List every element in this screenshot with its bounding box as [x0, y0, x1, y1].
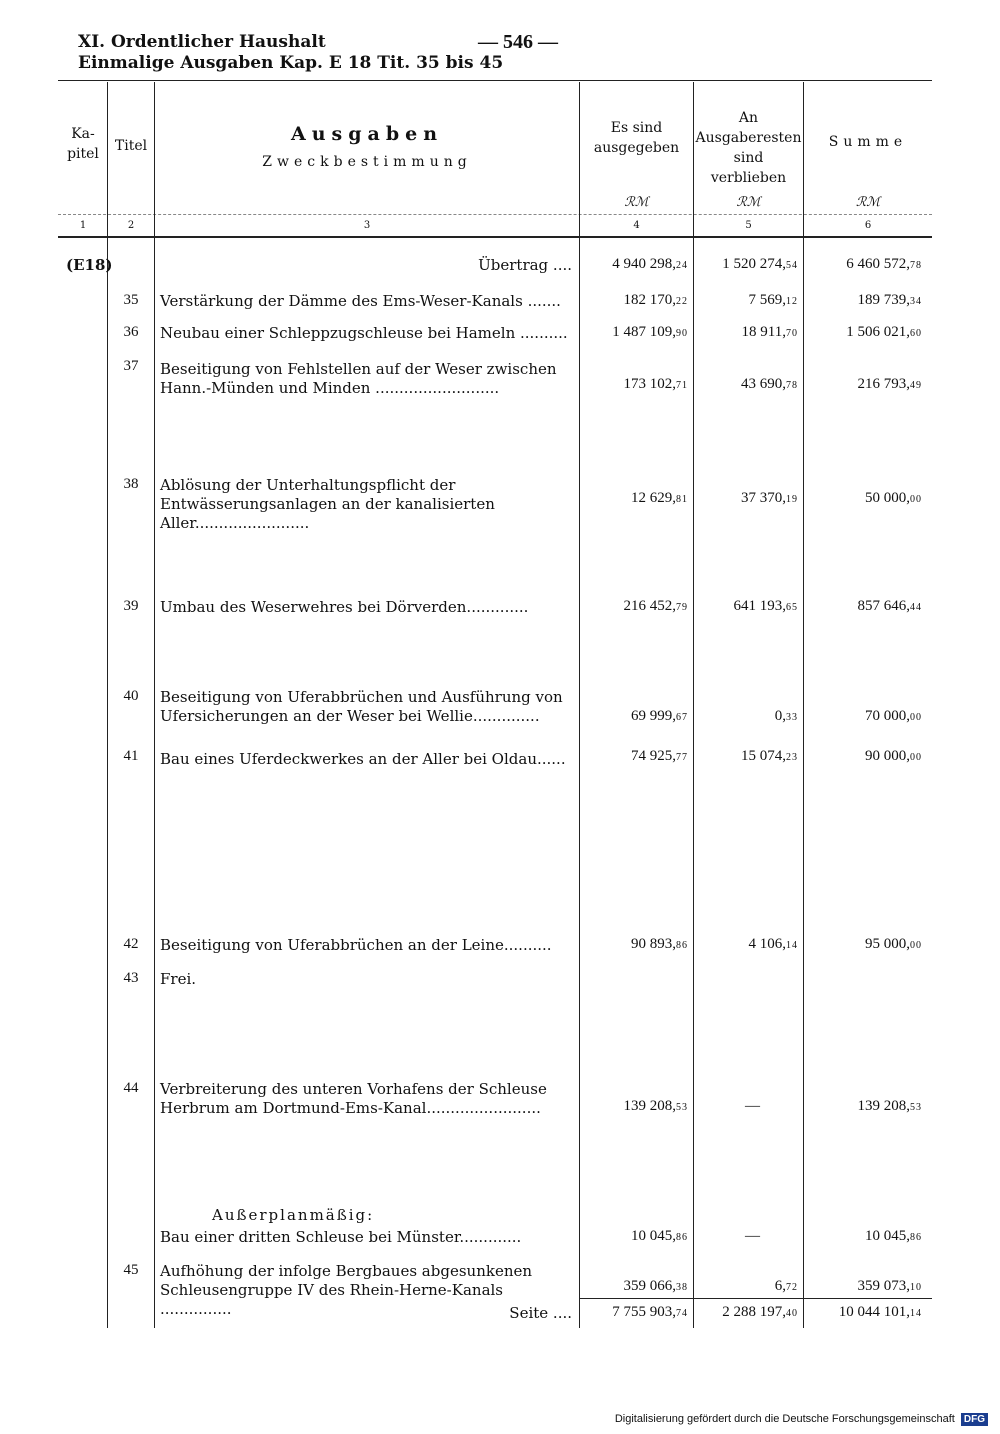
column-number-4: 4 — [633, 220, 640, 231]
amount-total: 70 000,00 — [865, 708, 922, 724]
amount-total: 95 000,00 — [865, 936, 922, 952]
row-titel: 40 — [123, 688, 139, 704]
row-titel: 44 — [123, 1080, 139, 1096]
row-description: Beseitigung von Uferabbrüchen an der Leine.......... — [160, 936, 552, 954]
amount-spent: 1 487 109,90 — [612, 324, 688, 340]
row-titel: 36 — [123, 324, 139, 340]
table-top-rule — [58, 80, 932, 81]
amount-total: 10 045,86 — [865, 1228, 922, 1244]
row-description: Beseitigung von Fehlstellen auf der Weser zwischen Hann.-Münden und Minden .......................... — [160, 360, 557, 397]
amount-spent: 10 045,86 — [631, 1228, 688, 1244]
amount-remaining: 37 370,19 — [741, 490, 798, 506]
column-number-6: 6 — [864, 220, 872, 231]
column-divider-5 — [803, 82, 804, 1328]
header-ausgegeben: Es sind ausgegeben — [593, 120, 680, 156]
column-divider-4 — [693, 82, 694, 1328]
amount-spent: 216 452,79 — [623, 598, 688, 614]
amount-total: 216 793,49 — [857, 376, 922, 392]
row-titel: 42 — [123, 936, 139, 952]
row-titel: 38 — [123, 476, 139, 492]
amount-spent: 69 999,67 — [631, 708, 688, 724]
row-description: Ablösung der Unterhaltungspflicht der Entwässerungsanlagen an der kanalisierten Aller........................ — [160, 476, 495, 532]
table-header-rule — [58, 236, 932, 238]
amount-spent: 359 066,38 — [623, 1278, 688, 1294]
amount-total: 90 000,00 — [865, 748, 922, 764]
amount-remaining: 2 288 197,40 — [722, 1304, 798, 1320]
total-rule — [580, 1298, 932, 1299]
header-ausgaben: Ausgaben — [290, 123, 444, 145]
digitization-footer — [615, 1413, 988, 1426]
amount-remaining: 4 106,14 — [748, 936, 798, 952]
section-title: XI. Ordentlicher Haushalt — [78, 32, 326, 52]
section-subtitle: Einmalige Ausgaben Kap. E 18 Tit. 35 bis 45 — [78, 53, 504, 73]
amount-remaining: 641 193,65 — [733, 598, 798, 614]
header-ausgabereste: An Ausgaberesten sind verblieben — [695, 110, 802, 186]
amount-total: 139 208,53 — [857, 1098, 922, 1114]
row-description: Verbreiterung des unteren Vorhafens der Schleuse Herbrum am Dortmund-Ems-Kanal........................ — [160, 1080, 547, 1117]
row-description: Frei. — [160, 970, 197, 988]
column-divider-2 — [154, 82, 155, 1328]
header-kapitel: Ka- pitel — [67, 126, 99, 162]
kapitel-label: (E18) — [66, 256, 113, 274]
amount-total: 189 739,34 — [857, 292, 922, 308]
amount-spent: 90 893,86 — [631, 936, 688, 952]
row-description: Bau einer dritten Schleuse bei Münster............. — [160, 1228, 522, 1246]
amount-remaining: 15 074,23 — [741, 748, 798, 764]
row-titel: 35 — [123, 292, 139, 308]
amount-total: 10 044 101,14 — [838, 1304, 922, 1320]
header-zweckbestimmung: Zweckbestimmung — [262, 154, 472, 170]
row-titel: 37 — [123, 358, 139, 374]
page-header — [78, 32, 503, 74]
amount-total: 359 073,10 — [857, 1278, 922, 1294]
amount-total: 6 460 572,78 — [846, 256, 922, 272]
amount-spent: 173 102,71 — [623, 376, 688, 392]
column-number-2: 2 — [127, 220, 135, 231]
amount-total: 50 000,00 — [865, 490, 922, 506]
row-description: Umbau des Weserwehres bei Dörverden............. — [160, 598, 529, 616]
amount-remaining: 43 690,78 — [741, 376, 798, 392]
amount-spent: 182 170,22 — [623, 292, 688, 308]
row-titel: 39 — [123, 598, 139, 614]
column-number-5: 5 — [745, 220, 752, 231]
row-titel: 41 — [123, 748, 139, 764]
row-description: Übertrag .... — [478, 256, 572, 274]
amount-spent: 4 940 298,24 — [612, 256, 688, 272]
row-description: Aufhöhung der infolge Bergbaues abgesunkenen Schleusengruppe IV des Rhein-Herne-Kanals ............... — [160, 1262, 533, 1318]
amount-remaining: — — [745, 1228, 760, 1244]
footer-text: Digitalisierung gefördert durch die Deutsche Forschungsgemeinschaft — [614, 1413, 955, 1425]
row-description: Verstärkung der Dämme des Ems-Weser-Kanals ....... — [160, 292, 561, 310]
amount-remaining: 7 569,12 — [748, 292, 798, 308]
column-number-3: 3 — [363, 220, 371, 231]
page-number: — 546 — — [478, 31, 558, 53]
row-titel: 45 — [123, 1262, 139, 1278]
row-description: Beseitigung von Uferabbrüchen und Ausführung von Ufersicherungen an der Weser bei Wellie.............. — [160, 688, 563, 725]
unit-col-6: ℛℳ — [855, 195, 881, 210]
row-titel: 43 — [123, 970, 139, 986]
amount-total: 1 506 021,60 — [846, 324, 922, 340]
row-description: Seite .... — [509, 1304, 572, 1322]
amount-spent: 12 629,81 — [631, 490, 688, 506]
column-number-1: 1 — [79, 220, 87, 231]
amount-total: 857 646,44 — [857, 598, 922, 614]
row-description: Bau eines Uferdeckwerkes an der Aller bei Oldau...... — [160, 750, 566, 768]
unit-col-5: ℛℳ — [736, 195, 761, 210]
row-subheading: Außerplanmäßig: — [212, 1206, 375, 1224]
dfg-logo: DFG — [961, 1413, 988, 1426]
amount-remaining: — — [745, 1098, 760, 1114]
amount-spent: 139 208,53 — [623, 1098, 688, 1114]
row-description: Neubau einer Schleppzugschleuse bei Hameln .......... — [160, 324, 568, 342]
header-titel: Titel — [114, 138, 148, 154]
header-summe: Summe — [828, 134, 908, 150]
amount-remaining: 6,72 — [774, 1278, 798, 1294]
amount-spent: 7 755 903,74 — [612, 1304, 688, 1320]
column-divider-3 — [579, 82, 580, 1328]
amount-remaining: 1 520 274,54 — [722, 256, 798, 272]
amount-spent: 74 925,77 — [631, 748, 688, 764]
amount-remaining: 18 911,70 — [741, 324, 798, 340]
amount-remaining: 0,33 — [774, 708, 798, 724]
unit-col-4: ℛℳ — [624, 195, 649, 210]
column-number-rule — [58, 214, 932, 215]
